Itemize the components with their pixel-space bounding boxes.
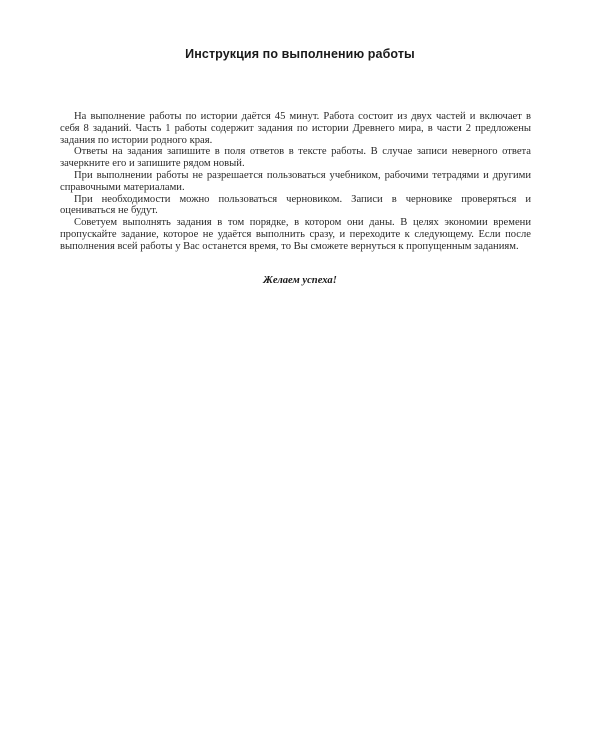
page-title: Инструкция по выполнению работы [185,47,415,61]
paragraph-advice: Советуем выполнять задания в том порядке, в котором они даны. В целях экономии времени пропускайте задание, которое не удаётся выполнить сразу, и переходите к следующему. Если после выполнения всей работы у Вас останется время, то Вы сможете вернуться к пропущенным заданиям. [60,217,531,252]
paragraph-answers: Ответы на задания запишите в поля ответов в тексте работы. В случае записи неверного ответа зачеркните его и запишите рядом новый. [60,146,531,170]
closing-wish: Желаем успеха! [263,275,337,286]
paragraph-draft: При необходимости можно пользоваться черновиком. Записи в черновике проверяться и оцениваться не будут. [60,193,531,217]
instruction-body [60,111,531,253]
paragraph-materials: При выполнении работы не разрешается пользоваться учебником, рабочими тетрадями и другими справочными материалами. [60,169,531,193]
paragraph-time: На выполнение работы по истории даётся 45 минут. Работа состоит из двух частей и включает в себя 8 заданий. Часть 1 работы содержит задания по истории Древнего мира, в части 2 предложены задания по истории родного края. [60,111,531,146]
